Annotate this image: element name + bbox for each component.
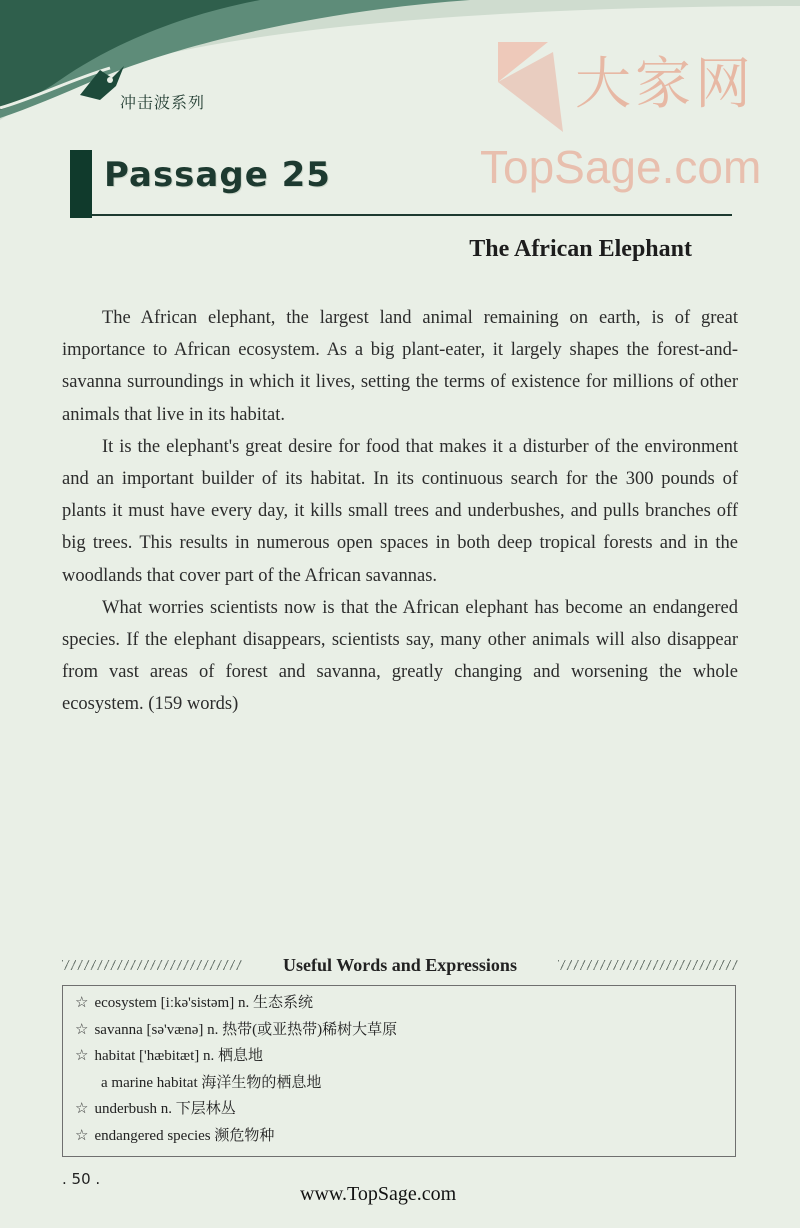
article-title: The African Elephant <box>469 236 692 262</box>
vocab-item: ☆ savanna [sə'vænə] n. 热带(或亚热带)稀树大草原 <box>75 1021 398 1038</box>
watermark-cn: 大家网 <box>575 52 755 117</box>
page-number: . 50 . <box>62 1170 101 1188</box>
hatch-divider-right <box>558 960 738 970</box>
article-body <box>62 302 738 721</box>
vocab-item: ☆ ecosystem [iːkə'sistəm] n. 生态系统 <box>75 995 313 1011</box>
vocab-heading: Useful Words and Expressions <box>283 954 517 975</box>
paragraph-2: It is the elephant's great desire for food that makes it a disturber of the environment and an important builder of its habitat. In its continuous search for the 300 pounds of plants it must have every day, it kills small trees and underbushes, and pulls branches off big trees. This results in numerous open spaces in both deep tropical forests and in the woodlands that cover part of the African savannas. <box>62 436 738 586</box>
vocab-item: ☆ endangered species 濒危物种 <box>75 1127 275 1144</box>
star-icon: ☆ <box>75 1127 89 1144</box>
star-icon: ☆ <box>75 1021 89 1038</box>
watermark-en: TopSage.com <box>480 141 762 193</box>
vocab-item: ☆ underbush n. 下层林丛 <box>75 1101 236 1117</box>
star-icon: ☆ <box>75 995 89 1011</box>
star-icon: ☆ <box>75 1048 89 1064</box>
vocab-item: ☆ habitat ['hæbitæt] n. 栖息地 <box>75 1048 263 1064</box>
passage-rule <box>92 214 732 216</box>
footer-url[interactable]: www.TopSage.com <box>300 1183 457 1205</box>
vocab-heading-row <box>62 950 738 980</box>
passage-bar <box>70 150 92 218</box>
vocab-box <box>62 985 736 1157</box>
series-name: 冲击波系列 <box>120 93 206 112</box>
vocab-example: a marine habitat 海洋生物的栖息地 <box>101 1074 322 1091</box>
paragraph-3: What worries scientists now is that the African elephant has become an endangered species. If the elephant disappears, scientists say, many other animals will also disappear from vast areas of forest and savanna, greatly changing and worsening the whole ecosystem. (159 words) <box>62 597 738 715</box>
paragraph-1: The African elephant, the largest land animal remaining on earth, is of great importance to African ecosystem. As a big plant-eater, it largely shapes the forest-and-savanna surroundings in which it lives, setting the terms of existence for millions of other animals that live in its habitat. <box>62 308 738 425</box>
passage-title: Passage 25 <box>104 155 331 195</box>
hatch-divider-left <box>62 960 242 970</box>
star-icon: ☆ <box>75 1101 89 1117</box>
